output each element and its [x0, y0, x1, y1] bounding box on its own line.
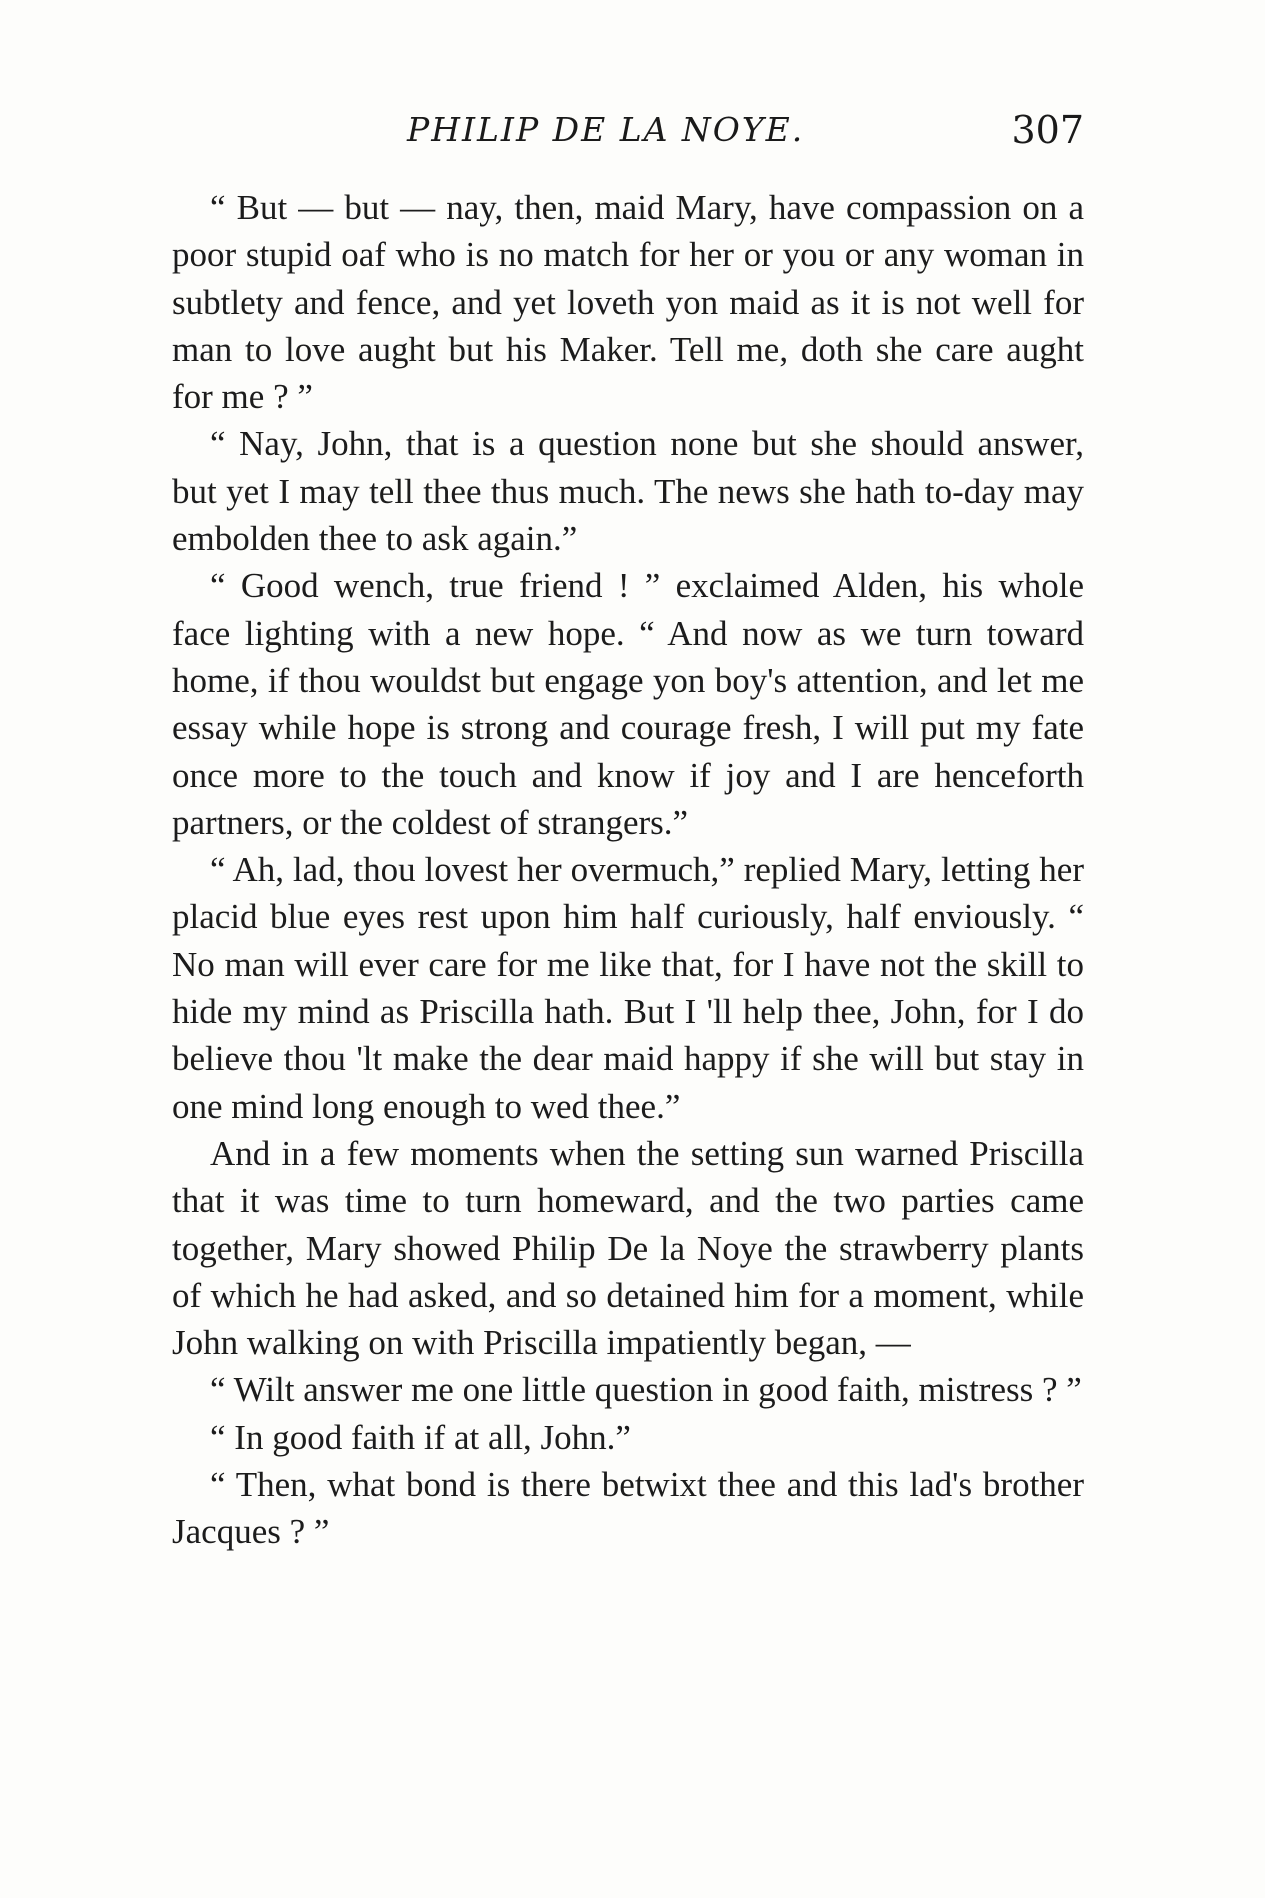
body-text: [172, 184, 1084, 1556]
paragraph: “ Wilt answer me one little question in good faith, mistress ? ”: [210, 1370, 1082, 1410]
running-head: [172, 108, 1084, 158]
paragraph: “ Then, what bond is there betwixt thee and this lad's brother Jacques ? ”: [172, 1465, 1084, 1552]
paragraph: “ In good faith if at all, John.”: [210, 1417, 631, 1457]
running-title: PHILIP DE LA NOYE.: [407, 110, 805, 149]
paragraph: And in a few moments when the setting sun warned Priscilla that it was time to turn homeward, and the two parties came together, Mary showed Philip De la Noye the strawberry plants of which he had asked, and so detained him for a moment, while John walking on with Priscilla impatiently began, —: [172, 1133, 1084, 1363]
paragraph: “ Ah, lad, thou lovest her overmuch,” replied Mary, letting her placid blue eyes rest upon him half curiously, half enviously. “ No man will ever care for me like that, for I have not the skill to hide my mind as Priscilla hath. But I 'll help thee, John, for I do believe thou 'lt make the dear maid happy if she will but stay in one mind long enough to wed thee.”: [172, 850, 1084, 1126]
paragraph: “ Good wench, true friend ! ” exclaimed Alden, his whole face lighting with a new hope. “ And now as we turn toward home, if thou wouldst but engage yon boy's attention, and let me essay while hope is strong and courage fresh, I will put my fate once more to the touch and know if joy and I are henceforth partners, or the coldest of strangers.”: [172, 566, 1084, 842]
page-number: 307: [1011, 108, 1084, 152]
paragraph: “ Nay, John, that is a question none but she should answer, but yet I may tell thee thus much. The news she hath to-day may embolden thee to ask again.”: [172, 424, 1084, 559]
paragraph: “ But — but — nay, then, maid Mary, have compassion on a poor stupid oaf who is no match for her or you or any woman in subtlety and fence, and yet loveth yon maid as it is not well for man to love aught but his Maker. Tell me, doth she care aught for me ? ”: [172, 188, 1084, 417]
